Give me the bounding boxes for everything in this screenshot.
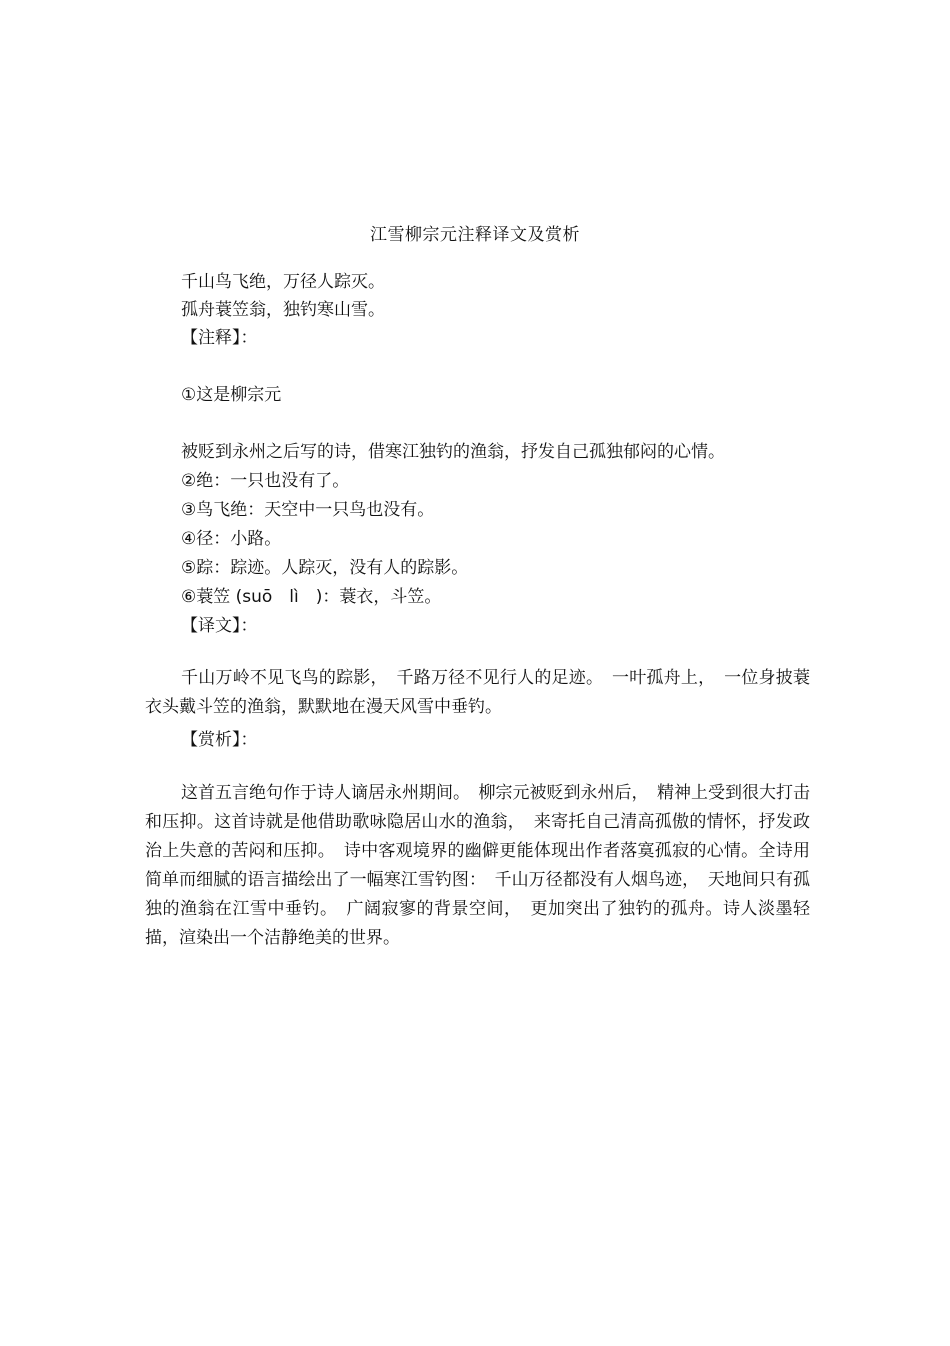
note-2: ②绝：一只也没有了。 xyxy=(181,471,350,491)
note-1-intro: ①这是柳宗元 xyxy=(181,385,282,405)
translation-heading: 【译文】： xyxy=(181,616,258,636)
poem-line-1: 千山鸟飞绝，万径人踪灭。 xyxy=(181,272,385,292)
note-3: ③鸟飞绝：天空中一只鸟也没有。 xyxy=(181,500,435,520)
note-1-body: 被贬到永州之后写的诗，借寒江独钓的渔翁，抒发自己孤独郁闷的心情。 xyxy=(181,442,725,462)
poem-line-2: 孤舟蓑笠翁，独钓寒山雪。 xyxy=(181,300,385,320)
note-4: ④径：小路。 xyxy=(181,529,282,549)
translation-text: 千山万岭不见飞鸟的踪影， 千路万径不见行人的足迹。 一叶孤舟上， 一位身披蓑衣头戴斗笠的渔翁，默默地在漫天风雪中垂钓。 xyxy=(145,668,810,717)
appreciation-text: 这首五言绝句作于诗人谪居永州期间。 柳宗元被贬到永州后， 精神上受到很大打击和压抑。这首诗就是他借助歌咏隐居山水的渔翁， 来寄托自己清高孤傲的情怀，抒发政治上失意的苦闷和压抑。 诗中客观境界的幽僻更能体现出作者落寞孤寂的心情。全诗用简单而细腻的语言描绘出了一幅寒江雪钓图： 千山万径都没有人烟鸟迹， 天地间只有孤独的渔翁在江雪中垂钓。 广阔寂寥的背景空间， 更加突出了独钓的孤舟。诗人淡墨轻描，渲染出一个洁静绝美的世界。 xyxy=(145,783,810,948)
notes-heading: 【注释】： xyxy=(181,328,258,348)
appreciation-heading: 【赏析】： xyxy=(181,730,258,750)
note-5: ⑤踪：踪迹。人踪灭，没有人的踪影。 xyxy=(181,558,469,578)
note-6: ⑥蓑笠 (suō lì )：蓑衣，斗笠。 xyxy=(181,587,442,607)
document-title: 江雪柳宗元注释译文及赏析 xyxy=(370,225,580,245)
